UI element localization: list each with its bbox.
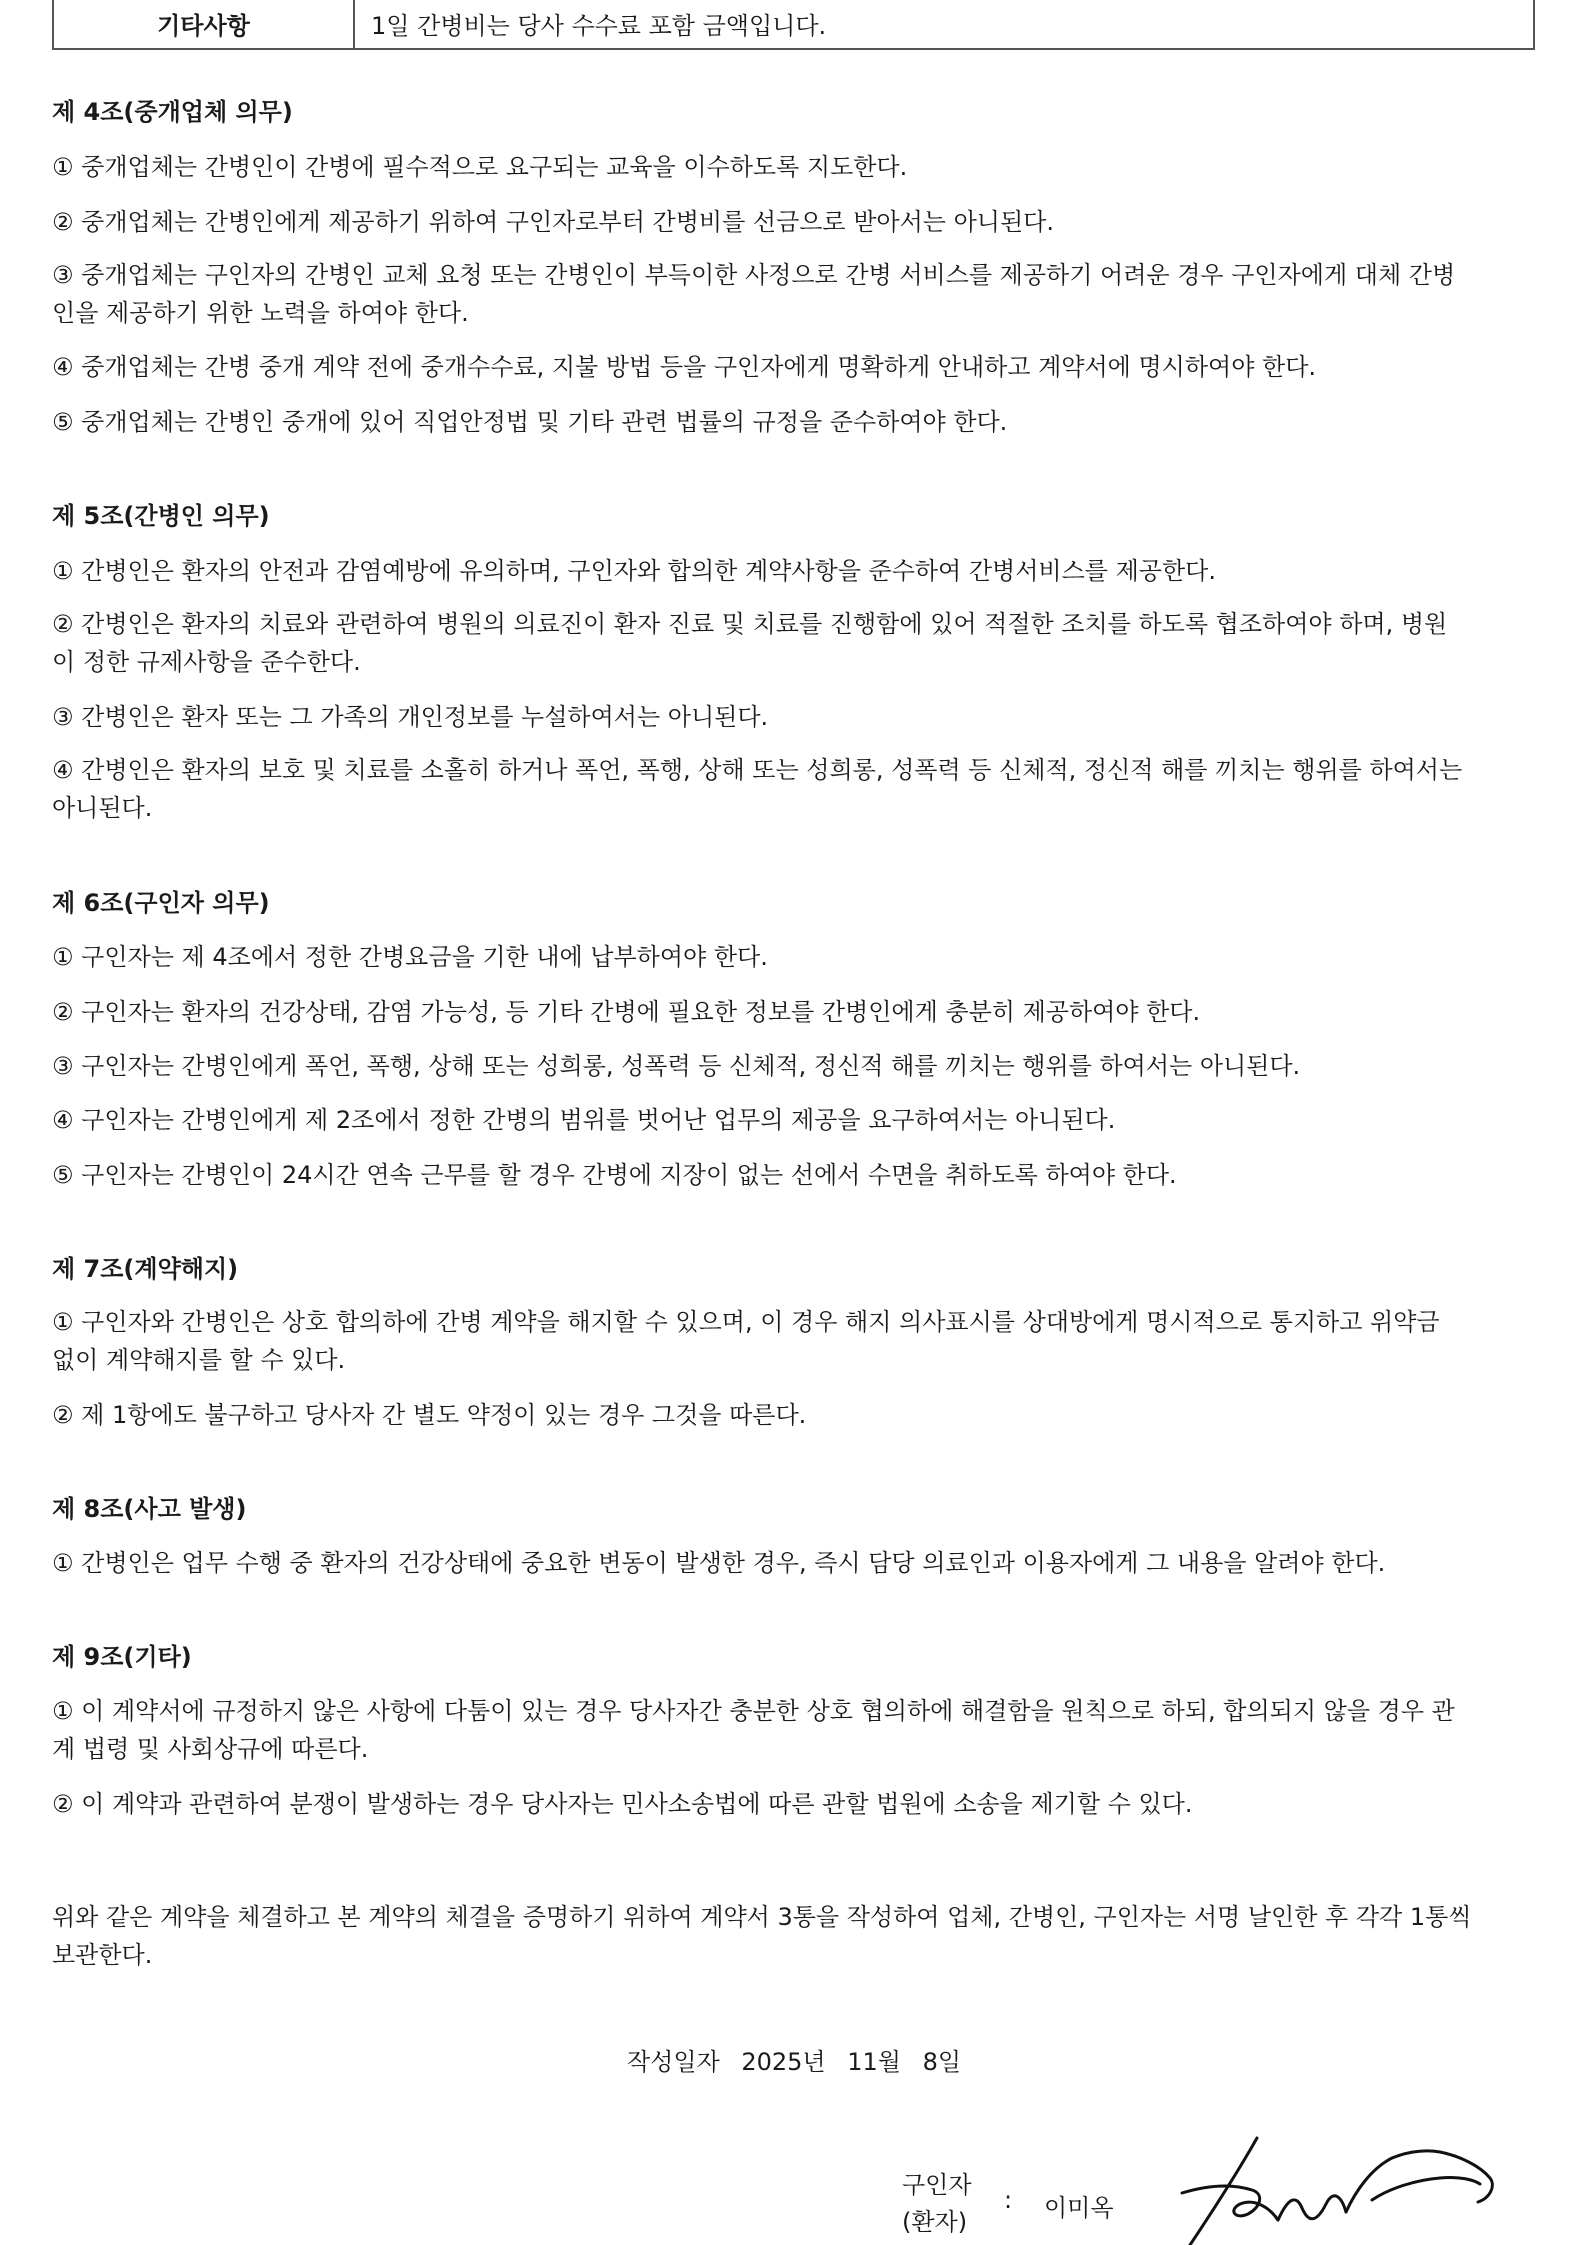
article-7-item-1-cont: 없이 계약해지를 할 수 있다.	[52, 1346, 346, 1374]
article-7-item-2: ② 제 1항에도 불구하고 당사자 간 별도 약정이 있는 경우 그것을 따른다.	[52, 1401, 807, 1429]
article-4-item-4: ④ 중개업체는 간병 중개 계약 전에 중개수수료, 지불 방법 등을 구인자에게 명확하게 안내하고 계약서에 명시하여야 한다.	[52, 353, 1317, 381]
signatory-role: 구인자	[902, 2171, 972, 2199]
article-6-item-1: ① 구인자는 제 4조에서 정한 간병요금을 기한 내에 납부하여야 한다.	[52, 943, 768, 971]
written-date: 작성일자 2025년 11월 8일	[626, 2048, 962, 2076]
article-4-item-2: ② 중개업체는 간병인에게 제공하기 위하여 구인자로부터 간병비를 선금으로 받아서는 아니된다.	[52, 208, 1054, 236]
article-6-item-5: ⑤ 구인자는 간병인이 24시간 연속 근무를 할 경우 간병에 지장이 없는 선에서 수면을 취하도록 하여야 한다.	[52, 1161, 1177, 1189]
article-9-item-1: ① 이 계약서에 규정하지 않은 사항에 다툼이 있는 경우 당사자간 충분한 상호 협의하에 해결함을 원칙으로 하되, 합의되지 않을 경우 관	[52, 1697, 1455, 1725]
article-5-item-1: ① 간병인은 환자의 안전과 감염예방에 유의하며, 구인자와 합의한 계약사항을 준수하여 간병서비스를 제공한다.	[52, 557, 1216, 585]
signatory-name: 이미옥	[1044, 2194, 1114, 2222]
article-5-item-4-cont: 아니된다.	[52, 794, 153, 822]
article-4-item-5: ⑤ 중개업체는 간병인 중개에 있어 직업안정법 및 기타 관련 법률의 규정을 준수하여야 한다.	[52, 408, 1008, 436]
article-9-title: 제 9조(기타)	[52, 1643, 192, 1671]
article-6-item-4: ④ 구인자는 간병인에게 제 2조에서 정한 간병의 범위를 벗어난 업무의 제공을 요구하여서는 아니된다.	[52, 1106, 1116, 1134]
article-4-item-1: ① 중개업체는 간병인이 간병에 필수적으로 요구되는 교육을 이수하도록 지도한다.	[52, 153, 908, 181]
article-6-item-2: ② 구인자는 환자의 건강상태, 감염 가능성, 등 기타 간병에 필요한 정보를 간병인에게 충분히 제공하여야 한다.	[52, 998, 1201, 1026]
signature-stroke-2	[1182, 2186, 1278, 2220]
article-4-item-3-cont: 인을 제공하기 위한 노력을 하여야 한다.	[52, 299, 469, 327]
article-5-item-4: ④ 간병인은 환자의 보호 및 치료를 소홀히 하거나 폭언, 폭행, 상해 또는 성희롱, 성폭력 등 신체적, 정신적 해를 끼치는 행위를 하여서는	[52, 756, 1463, 784]
article-7-item-1: ① 구인자와 간병인은 상호 합의하에 간병 계약을 해지할 수 있으며, 이 경우 해지 의사표시를 상대방에게 명시적으로 통지하고 위약금	[52, 1308, 1440, 1336]
article-5-item-2: ② 간병인은 환자의 치료와 관련하여 병원의 의료진이 환자 진료 및 치료를 진행함에 있어 적절한 조치를 하도록 협조하여야 하며, 병원	[52, 610, 1448, 638]
article-8-item-1: ① 간병인은 업무 수행 중 환자의 건강상태에 중요한 변동이 발생한 경우, 즉시 담당 의료인과 이용자에게 그 내용을 알려야 한다.	[52, 1549, 1386, 1577]
article-5-item-2-cont: 이 정한 규제사항을 준수한다.	[52, 648, 361, 676]
article-9-item-1-cont: 계 법령 및 사회상규에 따른다.	[52, 1735, 369, 1763]
signatory-role-sub: (환자)	[902, 2208, 968, 2236]
signature-stroke-3	[1278, 2196, 1346, 2220]
signatory-colon: :	[1004, 2186, 1013, 2214]
other-matters-value: 1일 간병비는 당사 수수료 포함 금액입니다.	[371, 11, 827, 40]
other-matters-label: 기타사항	[54, 0, 355, 48]
signature-stroke-1	[1190, 2138, 1257, 2245]
other-matters-table	[52, 0, 1535, 50]
article-4-item-3: ③ 중개업체는 구인자의 간병인 교체 요청 또는 간병인이 부득이한 사정으로 간병 서비스를 제공하기 어려운 경우 구인자에게 대체 간병	[52, 261, 1456, 289]
handwritten-signature	[1160, 2128, 1510, 2245]
article-9-item-2: ② 이 계약과 관련하여 분쟁이 발생하는 경우 당사자는 민사소송법에 따른 관할 법원에 소송을 제기할 수 있다.	[52, 1790, 1193, 1818]
closing-line-1: 위와 같은 계약을 체결하고 본 계약의 체결을 증명하기 위하여 계약서 3통을 작성하여 업체, 간병인, 구인자는 서명 날인한 후 각각 1통씩	[52, 1903, 1472, 1931]
article-8-title: 제 8조(사고 발생)	[52, 1495, 247, 1523]
article-6-title: 제 6조(구인자 의무)	[52, 889, 270, 917]
article-6-item-3: ③ 구인자는 간병인에게 폭언, 폭행, 상해 또는 성희롱, 성폭력 등 신체적, 정신적 해를 끼치는 행위를 하여서는 아니된다.	[52, 1052, 1301, 1080]
article-5-title: 제 5조(간병인 의무)	[52, 502, 270, 530]
closing-line-2: 보관한다.	[52, 1941, 153, 1969]
article-5-item-3: ③ 간병인은 환자 또는 그 가족의 개인정보를 누설하여서는 아니된다.	[52, 703, 769, 731]
signature-stroke-5	[1372, 2177, 1480, 2200]
article-7-title: 제 7조(계약해지)	[52, 1255, 239, 1283]
article-4-title: 제 4조(중개업체 의무)	[52, 98, 293, 126]
